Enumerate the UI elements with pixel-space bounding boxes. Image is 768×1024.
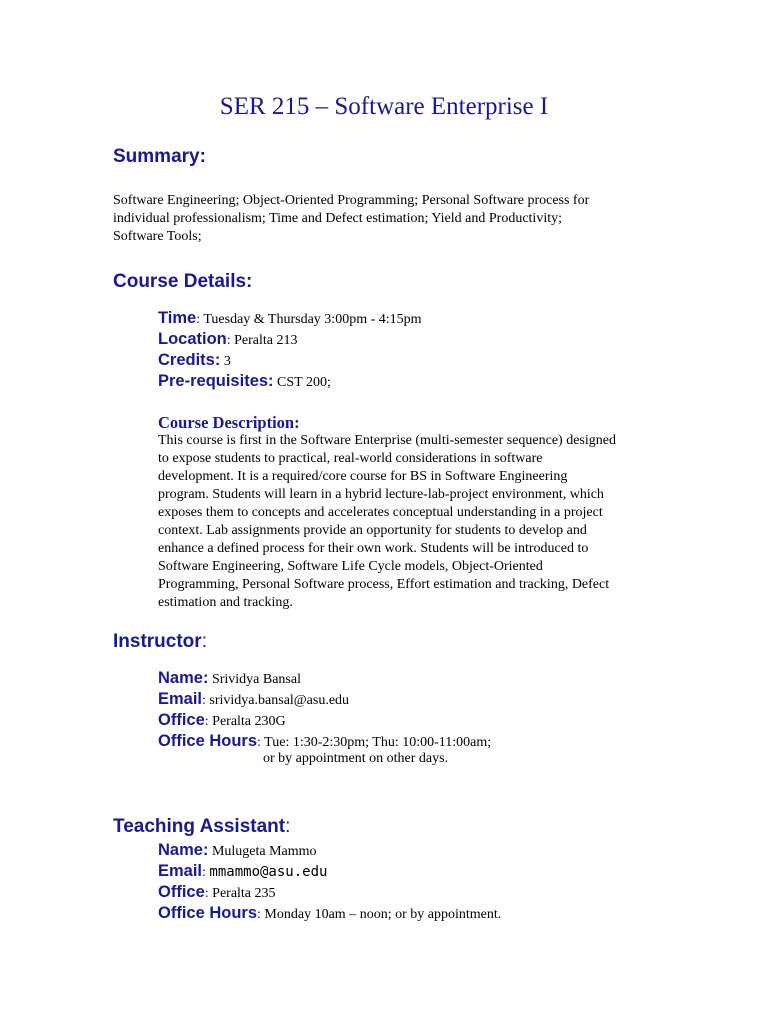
instructor-office-label: Office — [158, 711, 205, 729]
description-line: to expose students to practical, real-world considerations in software — [158, 451, 543, 466]
ta-email-label: Email — [158, 862, 203, 880]
ta-hours-sep: : — [257, 907, 261, 922]
ta-email-value[interactable]: mmammo@asu.edu — [209, 864, 328, 880]
time-label: Time — [158, 309, 197, 327]
ta-office-label: Office — [158, 883, 205, 901]
description-line: Programming, Personal Software process, Effort estimation and tracking, Defect — [158, 577, 610, 592]
time-sep: : — [196, 312, 201, 327]
ta-name-value: Mulugeta Mammo — [208, 844, 317, 859]
description-line: program. Students will learn in a hybrid lecture-lab-project environment, which — [158, 487, 604, 502]
summary-heading: Summary: — [113, 146, 206, 167]
description-line: context. Lab assignments provide an opportunity for students to develop and — [158, 523, 587, 538]
instructor-office-sep: : — [204, 714, 209, 729]
time-value: Tuesday & Thursday 3:00pm - 4:15pm — [200, 312, 422, 327]
ta-hours-value: Monday 10am – noon; or by appointment. — [260, 907, 502, 922]
ta-office-sep: : — [204, 886, 209, 901]
ta-email-sep: : — [202, 865, 210, 880]
instructor-hours-value: Tue: 1:30-2:30pm; Thu: 10:00-11:00am; — [260, 735, 492, 750]
instructor-email-sep: : — [202, 693, 206, 708]
ta-hours-label: Office Hours — [158, 904, 258, 922]
description-line: enhance a defined process for their own work. Students will be introduced to — [158, 541, 589, 556]
ta-office-value: Peralta 235 — [208, 886, 276, 901]
description-line: development. It is a required/core course for BS in Software Engineering — [158, 469, 568, 484]
course-description-text — [158, 432, 616, 612]
instructor-heading — [113, 631, 207, 653]
ta-heading-text: Teaching Assistant — [113, 816, 286, 837]
ta-hours-field — [158, 902, 501, 926]
instructor-name-value: Srividya Bansal — [208, 672, 301, 687]
ta-heading-colon: : — [285, 816, 291, 837]
summary-line: individual professionalism; Time and Defect estimation; Yield and Productivity; — [113, 211, 562, 226]
instructor-hours-continuation: or by appointment on other days. — [263, 751, 449, 766]
course-details-heading: Course Details: — [113, 271, 253, 292]
instructor-hours-label: Office Hours — [158, 732, 258, 750]
instructor-heading-text: Instructor — [113, 631, 202, 652]
instructor-email-value[interactable]: srividya.bansal@asu.edu — [205, 693, 350, 708]
prereq-label: Pre-requisites: — [158, 372, 274, 390]
ta-name-label: Name: — [158, 841, 209, 859]
summary-line: Software Tools; — [113, 229, 202, 244]
description-line: Software Engineering, Software Life Cycle models, Object-Oriented — [158, 559, 543, 574]
location-sep: : — [226, 333, 231, 348]
instructor-name-label: Name: — [158, 669, 209, 687]
instructor-office-value: Peralta 230G — [208, 714, 286, 729]
description-line: exposes them to concepts and accelerates conceptual understanding in a project — [158, 505, 603, 520]
instructor-email-label: Email — [158, 690, 203, 708]
location-value: Peralta 213 — [230, 333, 298, 348]
summary-text — [113, 192, 589, 246]
description-line: This course is first in the Software Enterprise (multi-semester sequence) designed — [158, 433, 616, 448]
document-title: SER 215 – Software Enterprise I — [219, 93, 549, 120]
credits-value: 3 — [220, 354, 231, 369]
summary-line: Software Engineering; Object-Oriented Programming; Personal Software process for — [113, 193, 590, 208]
prereq-field — [158, 370, 331, 394]
instructor-hours-sep: : — [257, 735, 261, 750]
location-label: Location — [158, 330, 227, 348]
ta-heading — [113, 816, 290, 838]
description-line: estimation and tracking. — [158, 595, 293, 610]
credits-label: Credits: — [158, 351, 221, 369]
prereq-value: CST 200; — [273, 375, 331, 390]
instructor-heading-colon: : — [201, 631, 207, 652]
course-description-heading: Course Description: — [158, 413, 300, 432]
